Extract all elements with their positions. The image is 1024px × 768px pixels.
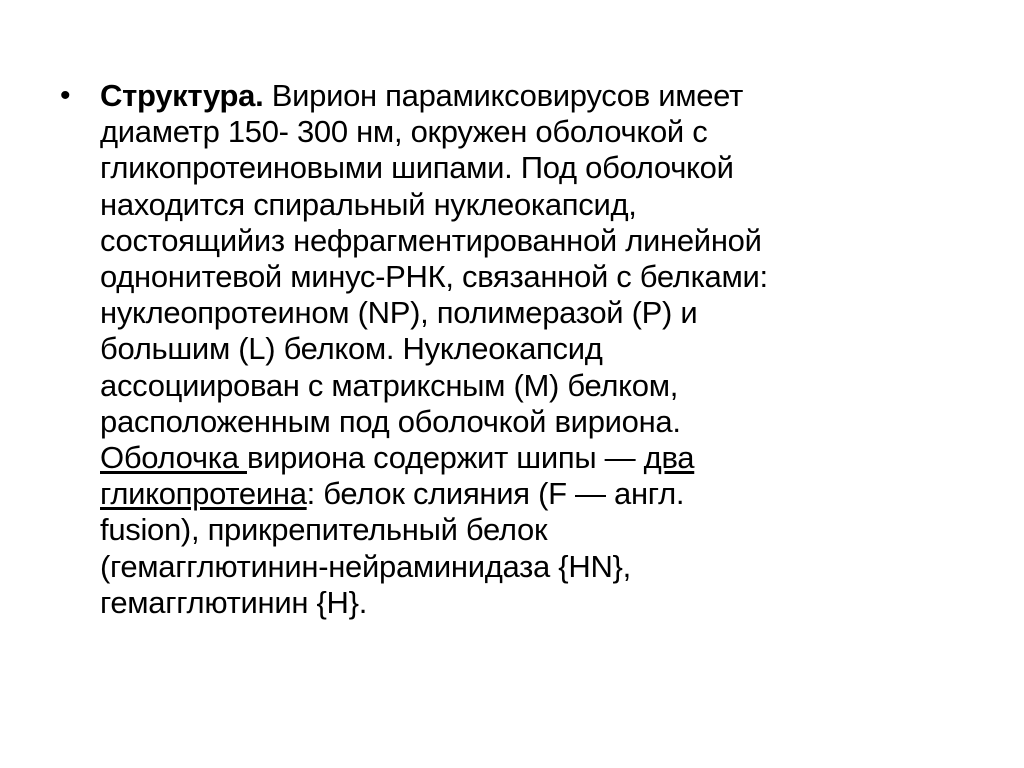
text-line-15: гемагглютинин {H}. [100,584,368,620]
text-line-3: гликопротеиновыми шипами. Под оболочкой [100,150,734,186]
text-line-6: однонитевой минус-РНК, связанной с белками: [100,259,768,295]
bullet-paragraph [60,78,980,621]
text-line-8: большим (L) белком. Нуклеокапсид [100,331,603,367]
text-line-12 [100,476,980,512]
text-line-10: расположенным под оболочкой вириона. [100,403,681,439]
text-line-11 [100,440,980,476]
text-line-4: находится спиральный нуклеокапсид, [100,186,637,222]
text-line-2: диаметр 150- 300 нм, окружен оболочкой с [100,114,708,150]
heading-term: Структура. [100,78,264,113]
text-line-1 [100,78,980,114]
bullet-marker: • [60,79,71,112]
underlined-term-two: два [643,440,695,476]
text-line-9: ассоциирован с матриксным (M) белком, [100,367,679,403]
text-segment: вириона содержит шипы — [246,440,644,476]
text-segment: : белок слияния (F — англ. [306,476,685,512]
text-line-7: нуклеопротеином (NP), полимеразой (P) и [100,295,698,331]
text-line-13: fusion), прикрепительный белок [100,512,548,548]
paragraph-text [100,78,980,621]
text-segment: Вирион парамиксовирусов имеет [263,78,743,113]
underlined-term-envelope: Оболочка [100,440,247,476]
text-line-14: (гемагглютинин-нейраминидаза {HN}, [100,548,631,584]
text-line-5: состоящийиз нефрагментированной линейной [100,222,762,258]
underlined-term-glycoprotein: гликопротеина [100,476,307,512]
